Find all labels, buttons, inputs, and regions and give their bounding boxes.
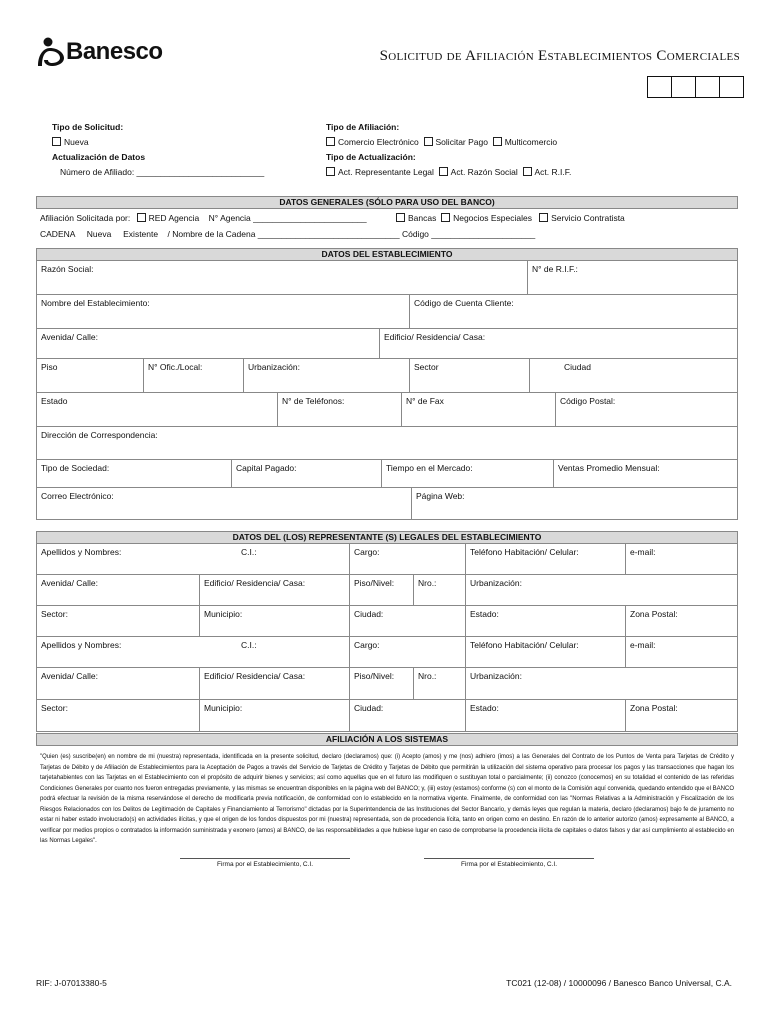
act-rep-label: Act. Representante Legal (338, 167, 434, 177)
rep1-nro-field[interactable]: Nro.: (413, 575, 465, 605)
rep1-urbanizacion-field[interactable]: Urbanización: (465, 575, 737, 605)
codigo-postal-field[interactable]: Código Postal: (555, 393, 737, 426)
correo-field[interactable]: Correo Electrónico: (41, 491, 114, 501)
tipo-actualizacion-label: Tipo de Actualización: (326, 152, 416, 162)
table-row (37, 359, 737, 393)
banesco-logo (36, 36, 166, 68)
bancas-label: Bancas (408, 213, 437, 223)
rep2-avenida-field[interactable]: Avenida/ Calle: (41, 671, 99, 681)
table-row (37, 700, 737, 732)
sector-field[interactable]: Sector (409, 359, 529, 392)
pagina-field[interactable]: Página Web: (411, 488, 737, 519)
red-agencia-checkbox[interactable] (137, 213, 146, 222)
tipo-actualizacion-options (326, 167, 571, 177)
rep2-piso-field[interactable]: Piso/Nivel: (349, 668, 413, 699)
rep1-ci-field[interactable]: C.I.: (241, 547, 257, 557)
rep1-avenida-field[interactable]: Avenida/ Calle: (41, 578, 99, 588)
nombre-establecimiento-field[interactable]: Nombre del Establecimiento: (41, 298, 150, 308)
table-row (37, 668, 737, 700)
datos-generales-band: DATOS GENERALES (SÓLO PARA USO DEL BANCO) (36, 196, 738, 209)
rep1-sector-field[interactable]: Sector: (41, 609, 68, 619)
act-razon-checkbox[interactable] (439, 167, 448, 176)
table-row (37, 544, 737, 575)
tipo-afiliacion-options (326, 137, 557, 147)
capital-field[interactable]: Capital Pagado: (231, 460, 381, 487)
edificio-field[interactable]: Edificio/ Residencia/ Casa: (379, 329, 737, 358)
tipo-canal-options (396, 213, 625, 223)
rep2-municipio-field[interactable]: Municipio: (199, 700, 349, 731)
multicomercio-checkbox[interactable] (493, 137, 502, 146)
actualizacion-label: Actualización de Datos (52, 152, 146, 162)
urbanizacion-field[interactable]: Urbanización: (243, 359, 409, 392)
telefonos-field[interactable]: N° de Teléfonos: (277, 393, 401, 426)
servicio-checkbox[interactable] (539, 213, 548, 222)
tipo-afiliacion-label: Tipo de Afiliación: (326, 122, 400, 132)
table-row (37, 575, 737, 606)
comercio-label: Comercio Electrónico (338, 137, 419, 147)
servicio-label: Servicio Contratista (551, 213, 625, 223)
cadena-line[interactable]: CADENA Nueva Existente / Nombre de la Cadena ______________________________ Código ______________________ (40, 229, 536, 239)
footer-code: TC021 (12-08) / 10000096 / Banesco Banco Universal, C.A. (506, 978, 732, 988)
bancas-checkbox[interactable] (396, 213, 405, 222)
tiempo-field[interactable]: Tiempo en el Mercado: (381, 460, 553, 487)
form-title: Solicitud de Afiliación Establecimientos Comerciales (379, 48, 740, 64)
piso-field[interactable]: Piso (41, 362, 58, 372)
rep2-zona-field[interactable]: Zona Postal: (625, 700, 737, 731)
rep2-ciudad-field[interactable]: Ciudad: (349, 700, 465, 731)
table-row (37, 329, 737, 359)
table-row (37, 261, 737, 295)
fax-field[interactable]: N° de Fax (401, 393, 555, 426)
ciudad-field[interactable]: Ciudad (529, 359, 737, 392)
rep2-sector-field[interactable]: Sector: (41, 703, 68, 713)
ventas-field[interactable]: Ventas Promedio Mensual: (553, 460, 737, 487)
razon-social-field[interactable]: Razón Social: (41, 264, 94, 274)
avenida-field[interactable]: Avenida/ Calle: (41, 332, 99, 342)
signature-2[interactable]: Firma por el Establecimiento, C.I. (424, 858, 594, 868)
logo-text: Banesco (66, 38, 163, 65)
comercio-checkbox[interactable] (326, 137, 335, 146)
rep2-urbanizacion-field[interactable]: Urbanización: (465, 668, 737, 699)
footer-rif: RIF: J-07013380-5 (36, 978, 107, 988)
rif-field[interactable]: N° de R.I.F.: (527, 261, 737, 294)
rep1-email-field[interactable]: e-mail: (625, 544, 737, 574)
solicitar-pago-checkbox[interactable] (424, 137, 433, 146)
nueva-checkbox[interactable] (52, 137, 61, 146)
rep2-email-field[interactable]: e-mail: (625, 637, 737, 667)
direccion-field[interactable]: Dirección de Correspondencia: (41, 430, 158, 440)
rep1-edificio-field[interactable]: Edificio/ Residencia/ Casa: (199, 575, 349, 605)
rep2-nro-field[interactable]: Nro.: (413, 668, 465, 699)
act-razon-label: Act. Razón Social (450, 167, 518, 177)
rep1-estado-field[interactable]: Estado: (465, 606, 625, 636)
codigo-cuenta-field[interactable]: Código de Cuenta Cliente: (409, 295, 737, 328)
tipo-solicitud-label: Tipo de Solicitud: (52, 122, 124, 132)
nueva-label: Nueva (64, 137, 89, 147)
datos-establecimiento-band: DATOS DEL ESTABLECIMIENTO (36, 248, 738, 261)
afiliacion-por-line (40, 213, 367, 223)
establecimiento-grid (36, 261, 738, 520)
nueva-option[interactable] (52, 137, 89, 147)
rep1-ciudad-field[interactable]: Ciudad: (349, 606, 465, 636)
banesco-logo-icon (36, 36, 66, 68)
act-rif-checkbox[interactable] (523, 167, 532, 176)
estado-field[interactable]: Estado (41, 396, 68, 406)
representantes-band: DATOS DEL (LOS) REPRESENTANTE (S) LEGALES DEL ESTABLECIMIENTO (36, 531, 738, 544)
rep1-apellidos-field[interactable]: Apellidos y Nombres: (41, 547, 122, 557)
ofic-field[interactable]: N° Ofic./Local: (143, 359, 243, 392)
rep2-cargo-field[interactable]: Cargo: (349, 637, 465, 667)
table-row (37, 460, 737, 488)
rep2-telefono-field[interactable]: Teléfono Habitación/ Celular: (465, 637, 625, 667)
solicitar-pago-label: Solicitar Pago (435, 137, 488, 147)
table-row (37, 488, 737, 520)
rep2-ci-field[interactable]: C.I.: (241, 640, 257, 650)
numero-afiliado-field[interactable]: Número de Afiliado: ___________________________ (60, 167, 265, 177)
rep2-estado-field[interactable]: Estado: (465, 700, 625, 731)
signature-1[interactable]: Firma por el Establecimiento, C.I. (180, 858, 350, 868)
table-row (37, 393, 737, 427)
representantes-grid (36, 544, 738, 732)
code-boxes[interactable] (648, 76, 744, 98)
act-rep-checkbox[interactable] (326, 167, 335, 176)
rep1-piso-field[interactable]: Piso/Nivel: (349, 575, 413, 605)
red-agencia-label: RED Agencia (148, 213, 200, 223)
n-agencia-field[interactable]: N° Agencia ________________________ (208, 213, 367, 223)
rep1-telefono-field[interactable]: Teléfono Habitación/ Celular: (465, 544, 625, 574)
table-row (37, 637, 737, 668)
afiliacion-por-label: Afiliación Solicitada por: (40, 213, 131, 223)
rep2-edificio-field[interactable]: Edificio/ Residencia/ Casa: (199, 668, 349, 699)
table-row (37, 427, 737, 460)
table-row (37, 606, 737, 637)
sistemas-band: AFILIACIÓN A LOS SISTEMAS (36, 733, 738, 746)
multicomercio-label: Multicomercio (504, 137, 558, 147)
rep2-apellidos-field[interactable]: Apellidos y Nombres: (41, 640, 122, 650)
table-row (37, 295, 737, 329)
rep1-municipio-field[interactable]: Municipio: (199, 606, 349, 636)
legal-declaration: "Quien (es) suscribe(en) en nombre de mi (nuestra) representada, identificada en la presente solicitud, declaro (declaramos) que: (i) Acepto (amos) y me (nos) adhiero (imos) a las Generales del Contrato de los Puntos de Venta para Tarjetas de Crédito y Tarjetas de Débito y de Afiliación de Establecimientos para la Aceptación de Pagos a través del Servicio de Tarjetas de Crédito y Tarjetas de Débito que permitirán la utilización del sistema operativo para procesar los pagos y las transacciones que hagan los tarjetahabientes con las Tarjetas en el Establecimiento con el propósito de adquirir bienes y servicios; así como aquellas que en el futuro las modifiquen o sustituyan total o parcialmente; (ii) conozco (conocemos) en su totalidad el contenido de las referidas Condiciones Generales por cuanto nos fueron entregadas previamente, y las mismas se encuentran disponibles en la página web del BANCO; y, (iii) estoy (estamos) conforme (s) con el monto de la Comisión aquí convenida, quedando entendido que el BANCO podrá efectuar la revisión de la misma reservándose el derecho de modificarla previa notificación, de conformidad con lo establecido en la normativa vigente. Finalmente, de conformidad con las "Normas Relativas a la Administración y Fiscalización de los Riesgos Relacionados con los Delitos de Legitimación de Capitales y Financiamiento al Terrorismo" dictadas por la Superintendencia de las Instituciones del Sector Bancario, y demás leyes que regulan la materia, declaro (declaramos) bajo fe de juramento no estar ni haber estado involucrado(s) en actividades ilícitas, y que el origen de los fondos dispuestos por mi (nuestra) representada, son de procedencia lícita, tanto en origen como en destino. En razón de lo anterior autorizo (amos) expresamente al BANCO, a verificar por medios propios o contratados la información suministrada y exonero (amos) al BANCO, de las responsabilidades a que hubiese lugar en caso de comprobarse la procedencia ilícita de capitales o datos falsos y dar así cumplimiento al establecido en las Normas Legales". (40, 754, 734, 844)
rep1-cargo-field[interactable]: Cargo: (349, 544, 465, 574)
rep1-zona-field[interactable]: Zona Postal: (625, 606, 737, 636)
negocios-checkbox[interactable] (441, 213, 450, 222)
tipo-sociedad-field[interactable]: Tipo de Sociedad: (41, 463, 110, 473)
act-rif-label: Act. R.I.F. (534, 167, 572, 177)
negocios-label: Negocios Especiales (453, 213, 532, 223)
